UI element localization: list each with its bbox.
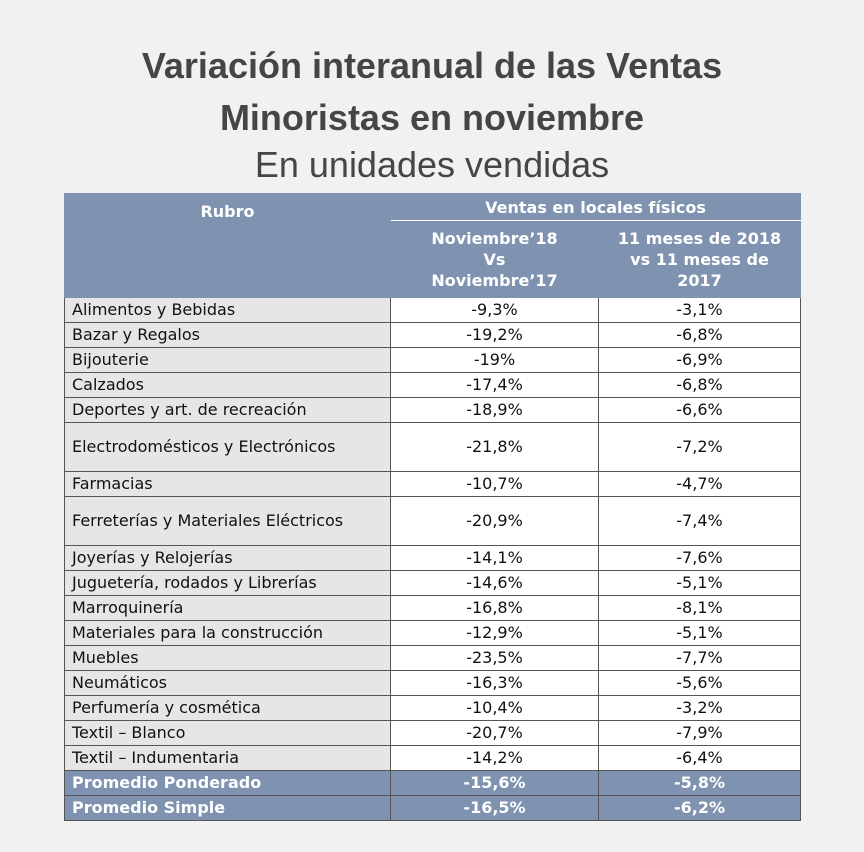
nov-total-value: -15,6% — [391, 771, 599, 796]
rubro-label: Neumáticos — [72, 673, 167, 692]
meses-value: -8,1% — [599, 596, 801, 621]
table-row — [65, 721, 801, 746]
meses-value: -3,1% — [599, 298, 801, 323]
rubro-label: Joyerías y Relojerías — [72, 548, 233, 567]
meses-value: -6,6% — [599, 398, 801, 423]
table-row — [65, 546, 801, 571]
total-row — [65, 796, 801, 821]
rubro-cell — [65, 596, 391, 621]
rubro-label: Bazar y Regalos — [72, 325, 200, 344]
table-row — [65, 423, 801, 472]
meses-value: -5,1% — [599, 621, 801, 646]
table-row — [65, 746, 801, 771]
nov-value: -10,4% — [391, 696, 599, 721]
meses-value: -4,7% — [599, 472, 801, 497]
rubro-label: Marroquinería — [72, 598, 184, 617]
total-row — [65, 771, 801, 796]
nov-value: -19,2% — [391, 323, 599, 348]
nov-value: -14,2% — [391, 746, 599, 771]
table-row — [65, 571, 801, 596]
rubro-cell — [65, 348, 391, 373]
rubro-label: Calzados — [72, 375, 144, 394]
rubro-cell — [65, 398, 391, 423]
rubro-cell — [65, 546, 391, 571]
rubro-cell — [65, 746, 391, 771]
nov-value: -14,1% — [391, 546, 599, 571]
meses-value: -5,6% — [599, 671, 801, 696]
nov-value: -16,8% — [391, 596, 599, 621]
meses-value: -7,2% — [599, 423, 801, 472]
rubro-cell — [65, 497, 391, 546]
rubro-cell — [65, 646, 391, 671]
rubro-cell — [65, 323, 391, 348]
header-nov: Noviembre’18 Vs Noviembre’17 — [391, 221, 599, 298]
meses-value: -5,1% — [599, 571, 801, 596]
rubro-cell — [65, 373, 391, 398]
nov-value: -16,3% — [391, 671, 599, 696]
table-row — [65, 472, 801, 497]
meses-value: -7,4% — [599, 497, 801, 546]
meses-value: -6,4% — [599, 746, 801, 771]
rubro-cell — [65, 423, 391, 472]
rubro-cell — [65, 671, 391, 696]
table-row — [65, 621, 801, 646]
meses-value: -3,2% — [599, 696, 801, 721]
table-row — [65, 373, 801, 398]
nov-value: -17,4% — [391, 373, 599, 398]
nov-value: -20,9% — [391, 497, 599, 546]
rubro-label: Electrodomésticos y Electrónicos — [72, 437, 336, 456]
table-row — [65, 696, 801, 721]
meses-total-value: -6,2% — [599, 796, 801, 821]
rubro-label: Alimentos y Bebidas — [72, 300, 236, 319]
rubro-cell — [65, 621, 391, 646]
table-header-row — [65, 194, 801, 221]
meses-total-value: -5,8% — [599, 771, 801, 796]
rubro-label: Farmacias — [72, 474, 153, 493]
rubro-cell — [65, 298, 391, 323]
table-row — [65, 671, 801, 696]
nov-value: -18,9% — [391, 398, 599, 423]
header-group: Ventas en locales físicos — [391, 194, 801, 221]
table-body — [65, 298, 801, 821]
meses-value: -6,8% — [599, 323, 801, 348]
header-rubro: Rubro — [65, 194, 391, 298]
table-row — [65, 323, 801, 348]
rubro-label: Bijouterie — [72, 350, 149, 369]
total-label: Promedio Simple — [65, 796, 391, 821]
meses-value: -7,7% — [599, 646, 801, 671]
rubro-cell — [65, 721, 391, 746]
rubro-label: Ferreterías y Materiales Eléctricos — [72, 511, 344, 530]
rubro-cell — [65, 472, 391, 497]
meses-value: -6,8% — [599, 373, 801, 398]
meses-value: -6,9% — [599, 348, 801, 373]
nov-value: -14,6% — [391, 571, 599, 596]
table-row — [65, 497, 801, 546]
rubro-label: Juguetería, rodados y Librerías — [72, 573, 317, 592]
nov-total-value: -16,5% — [391, 796, 599, 821]
sales-table — [64, 193, 801, 821]
rubro-cell — [65, 571, 391, 596]
nov-value: -10,7% — [391, 472, 599, 497]
nov-value: -20,7% — [391, 721, 599, 746]
rubro-label: Textil – Blanco — [72, 723, 186, 742]
rubro-cell — [65, 696, 391, 721]
table-row — [65, 646, 801, 671]
table-row — [65, 398, 801, 423]
meses-value: -7,6% — [599, 546, 801, 571]
rubro-label: Deportes y art. de recreación — [72, 400, 307, 419]
rubro-label: Textil – Indumentaria — [72, 748, 240, 767]
rubro-label: Muebles — [72, 648, 139, 667]
nov-value: -21,8% — [391, 423, 599, 472]
total-label: Promedio Ponderado — [65, 771, 391, 796]
rubro-label: Perfumería y cosmética — [72, 698, 261, 717]
nov-value: -9,3% — [391, 298, 599, 323]
nov-value: -12,9% — [391, 621, 599, 646]
subtitle: En unidades vendidas — [254, 144, 610, 185]
header-11-meses: 11 meses de 2018 vs 11 meses de 2017 — [599, 221, 801, 298]
table-row — [65, 348, 801, 373]
rubro-label: Materiales para la construcción — [72, 623, 324, 642]
table-row — [65, 596, 801, 621]
nov-value: -19% — [391, 348, 599, 373]
table-row — [65, 298, 801, 323]
meses-value: -7,9% — [599, 721, 801, 746]
title-line-2: Minoristas en noviembre — [219, 97, 645, 138]
title-line-1: Variación interanual de las Ventas — [141, 45, 723, 86]
nov-value: -23,5% — [391, 646, 599, 671]
